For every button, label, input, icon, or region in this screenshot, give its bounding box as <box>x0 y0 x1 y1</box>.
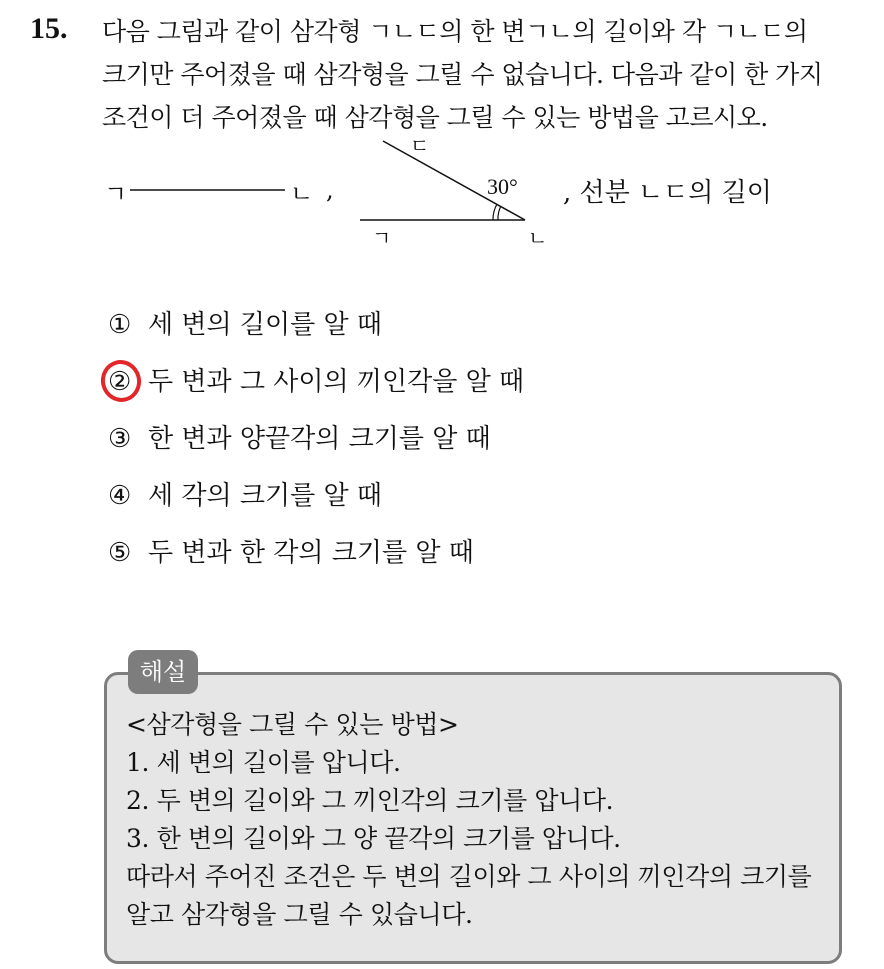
choice-text: 두 변과 한 각의 크기를 알 때 <box>148 538 474 568</box>
explanation-line: 알고 삼각형을 그릴 수 있습니다. <box>126 900 473 929</box>
choice-2[interactable] <box>108 362 524 419</box>
explanation-line: 3. 한 변의 길이와 그 양 끝각의 크기를 압니다. <box>126 824 621 853</box>
choice-1[interactable] <box>108 305 524 362</box>
answer-circle-mark <box>96 356 146 407</box>
choice-number: ④ <box>108 481 132 511</box>
choice-text: 한 변과 양끝각의 크기를 알 때 <box>148 424 491 454</box>
angle-left-label: ㄱ <box>372 226 392 250</box>
figure-diagram <box>0 0 884 300</box>
angle-arc-inner <box>498 206 501 220</box>
angle-top-label: ㄷ <box>410 134 430 158</box>
explanation-tag: 해설 <box>128 650 198 694</box>
angle-arc <box>493 204 497 220</box>
choice-number <box>108 362 148 402</box>
question-number: 15. <box>30 12 68 45</box>
choice-3[interactable] <box>108 419 524 476</box>
separator-comma: , <box>326 176 334 204</box>
choice-number: ① <box>108 310 132 340</box>
selected-choice-number: ② <box>108 367 132 397</box>
question-line: 크기만 주어졌을 때 삼각형을 그릴 수 없습니다. 다음과 같이 한 가지 <box>102 60 823 89</box>
choice-number: ⑤ <box>108 538 132 568</box>
choice-list <box>108 305 524 590</box>
question-line: 조건이 더 주어졌을 때 삼각형을 그릴 수 있는 방법을 고르시오. <box>102 103 768 132</box>
explanation-line: 2. 두 변의 길이와 그 끼인각의 크기를 압니다. <box>126 786 614 815</box>
angle-value-label: 30° <box>487 174 518 199</box>
choice-4[interactable] <box>108 476 524 533</box>
choice-text: 세 각의 크기를 알 때 <box>148 481 382 511</box>
explanation-line: 따라서 주어진 조건은 두 변의 길이와 그 사이의 끼인각의 크기를 <box>126 862 812 891</box>
segment-start-label: ㄱ <box>104 180 128 208</box>
choice-text: 세 변의 길이를 알 때 <box>148 310 382 340</box>
choice-text: 두 변과 그 사이의 끼인각을 알 때 <box>148 367 525 397</box>
question-line: 다음 그림과 같이 삼각형 ㄱㄴㄷ의 한 변ㄱㄴ의 길이와 각 ㄱㄴㄷ의 <box>102 17 808 46</box>
angle-vertex-label: ㄴ <box>528 226 548 250</box>
segment-end-label: ㄴ <box>290 180 314 208</box>
explanation-line: <삼각형을 그릴 수 있는 방법> <box>126 710 459 739</box>
explanation-line: 1. 세 변의 길이를 압니다. <box>126 748 401 777</box>
explanation-body <box>126 706 836 934</box>
choice-number: ③ <box>108 424 132 454</box>
condition-text: , 선분 ㄴㄷ의 길이 <box>563 178 772 208</box>
choice-5[interactable] <box>108 533 524 590</box>
